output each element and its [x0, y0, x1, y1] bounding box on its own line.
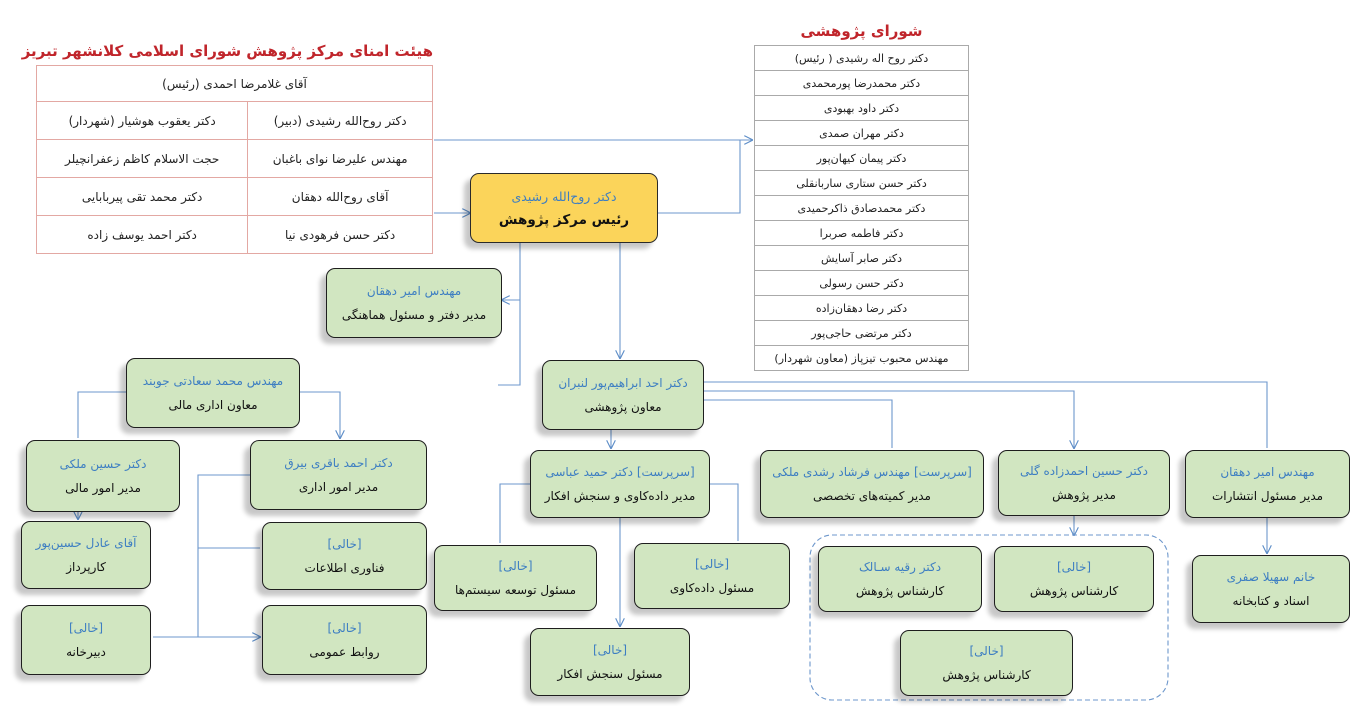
- node-name: [خالی]: [592, 642, 628, 657]
- node-role: مدیر مسئول انتشارات: [1211, 488, 1324, 503]
- council-member: دکتر داود بهبودی: [755, 96, 969, 121]
- node-name: مهندس امیر دهقان: [366, 283, 462, 298]
- node-role: کارشناس پژوهش: [855, 583, 945, 598]
- board-member: دکتر روح‌الله رشیدی (دبیر): [248, 102, 433, 140]
- council-member: دکتر روح اله رشیدی ( رئیس): [755, 46, 969, 71]
- node-role: کارشناس پژوهش: [1029, 583, 1119, 598]
- node-name: [خالی]: [1056, 559, 1092, 574]
- node-name: دکتر روح‌الله رشیدی: [511, 188, 617, 204]
- board-member: مهندس علیرضا نوای باغبان: [248, 140, 433, 178]
- node-secretariat: [21, 605, 151, 675]
- node-role: روابط عمومی: [309, 644, 380, 659]
- council-member: دکتر پیمان کیهان‌پور: [755, 146, 969, 171]
- node-name: خانم سهیلا صفری: [1226, 569, 1316, 584]
- node-name: دکتر حسین احمدزاده گلی: [1019, 463, 1149, 478]
- node-name: دکتر رقیه سـالک: [858, 559, 942, 574]
- node-research-expert: [818, 546, 982, 612]
- council-member: دکتر محمدرضا پورمحمدی: [755, 71, 969, 96]
- board-member: حجت الاسلام کاظم زعفرانچیلر: [37, 140, 248, 178]
- node-public-relations: [262, 605, 427, 675]
- node-admin-manager: [250, 440, 427, 510]
- node-role: مدیر کمیته‌های تخصصی: [813, 488, 931, 503]
- node-systems-development: [434, 545, 597, 611]
- node-purchaser: [21, 521, 151, 589]
- board-member: دکتر محمد تقی پیربابایی: [37, 178, 248, 216]
- node-name: آقای عادل حسین‌پور: [35, 535, 137, 550]
- node-research-deputy: [542, 360, 704, 430]
- node-it: [262, 522, 427, 590]
- node-name: [خالی]: [327, 536, 362, 551]
- node-role: مسئول سنجش افکار: [557, 666, 663, 681]
- node-role: مدیر داده‌کاوی و سنجش افکار: [544, 488, 696, 503]
- council-member: دکتر محمدصادق ذاکرحمیدی: [755, 196, 969, 221]
- node-role: مدیر امور اداری: [298, 479, 379, 494]
- council-member: دکتر مرتضی حاجی‌پور: [755, 321, 969, 346]
- node-name: [سرپرست] مهندس فرشاد رشدی ملکی: [772, 464, 972, 479]
- node-data-mining-manager: [530, 450, 710, 518]
- node-role: مدیر دفتر و مسئول هماهنگی: [341, 307, 487, 322]
- node-role: مسئول داده‌کاوی: [669, 580, 755, 595]
- node-role: معاون اداری مالی: [168, 397, 258, 412]
- node-role: رئیس مرکز پژوهش: [498, 211, 630, 228]
- node-name: دکتر حسین ملکی: [59, 456, 147, 471]
- node-name: [سرپرست] دکتر حمید عباسی: [545, 464, 695, 479]
- node-role: معاون پژوهشی: [584, 399, 662, 414]
- node-opinion-survey: [530, 628, 690, 696]
- node-research-expert: [900, 630, 1073, 696]
- council-member: دکتر مهران صمدی: [755, 121, 969, 146]
- node-role: مسئول توسعه سیستم‌ها: [454, 582, 577, 597]
- node-data-mining: [634, 543, 790, 609]
- node-role: مدیر امور مالی: [65, 480, 141, 495]
- node-name: مهندس امیر دهقان: [1220, 464, 1315, 479]
- node-name: دکتر احد ابراهیم‌پور لنبران: [558, 375, 688, 390]
- node-role: کارشناس پژوهش: [942, 667, 1031, 682]
- node-name: دکتر احمد باقری بیرق: [284, 455, 393, 470]
- node-name: [خالی]: [68, 620, 104, 635]
- board-of-trustees-table: [36, 65, 433, 254]
- connector-research-to-managers: [704, 382, 1267, 448]
- node-committees-manager: [760, 450, 984, 518]
- node-name: [خالی]: [694, 556, 730, 571]
- node-role: فناوری اطلاعات: [304, 560, 385, 575]
- node-office-manager: [326, 268, 502, 338]
- council-title: شورای پژوهشی: [800, 22, 923, 40]
- node-research-expert: [994, 546, 1154, 612]
- node-finance-manager: [26, 440, 180, 512]
- node-role: کارپرداز: [66, 559, 106, 574]
- node-role: دبیرخانه: [66, 644, 106, 659]
- node-role: مدیر پژوهش: [1052, 487, 1116, 502]
- council-member: دکتر حسن رسولی: [755, 271, 969, 296]
- council-member: دکتر حسن ستاری ساربانقلی: [755, 171, 969, 196]
- council-member: دکتر صابر آسایش: [755, 246, 969, 271]
- board-member: آقای روح‌الله دهقان: [248, 178, 433, 216]
- research-council-table: [754, 45, 969, 371]
- node-center-head: [470, 173, 658, 243]
- node-publications-manager: [1185, 450, 1350, 518]
- node-name: [خالی]: [498, 558, 533, 573]
- node-library: [1192, 555, 1350, 623]
- node-name: [خالی]: [969, 643, 1004, 658]
- council-member: دکتر فاطمه صربرا: [755, 221, 969, 246]
- node-finance-deputy: [126, 358, 300, 428]
- board-member: دکتر احمد یوسف زاده: [37, 216, 248, 254]
- board-member: دکتر یعقوب هوشیار (شهردار): [37, 102, 248, 140]
- node-name: [خالی]: [327, 620, 362, 635]
- node-role: اسناد و کتابخانه: [1232, 593, 1310, 608]
- node-research-manager: [998, 450, 1170, 516]
- board-chair: آقای غلامرضا احمدی (رئیس): [37, 66, 433, 102]
- node-name: مهندس محمد سعادتی جوبند: [142, 373, 284, 388]
- board-member: دکتر حسن فرهودی نیا: [248, 216, 433, 254]
- council-member: مهندس محبوب تیزپاز (معاون شهردار): [755, 346, 969, 371]
- council-member: دکتر رضا دهقان‌زاده: [755, 296, 969, 321]
- board-title: هیئت امنای مرکز پژوهش شورای اسلامی کلانشهر تبریز: [21, 42, 433, 60]
